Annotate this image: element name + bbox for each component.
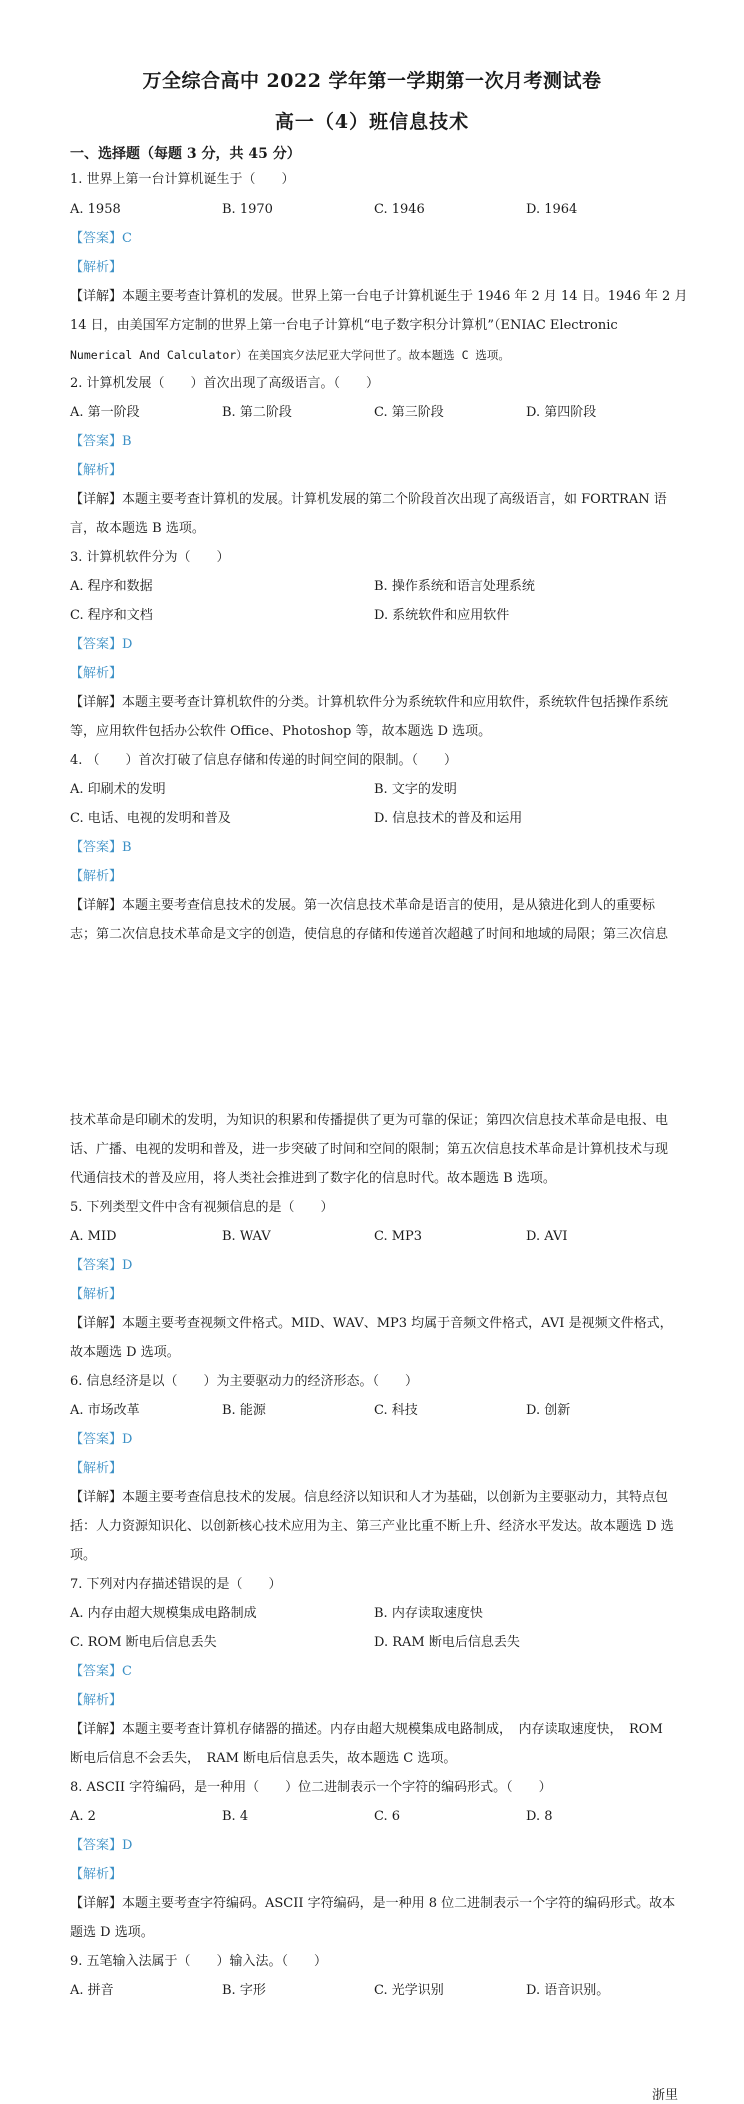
detail-line: 括：人力资源知识化、以创新核心技术应用为主、第三产业比重不断上升、经济水平发达。故本题选 D 选 [70, 1519, 674, 1534]
detail-line: 14 日，由美国军方定制的世界上第一台电子计算机“电子数字积分计算机”（ENIAC Electronic [70, 318, 618, 333]
detail-line: 技术革命是印刷术的发明，为知识的积累和传播提供了更为可靠的保证；第四次信息技术革命是电报、电 [70, 1113, 669, 1128]
option-b: B. WAV [222, 1229, 271, 1244]
option-a: A. 2 [70, 1809, 96, 1824]
detail-line: 【详解】本题主要考查信息技术的发展。信息经济以知识和人才为基础，以创新为主要驱动力，其特点包 [70, 1490, 669, 1505]
detail-line: 【详解】本题主要考查字符编码。ASCII 字符编码，是一种用 8 位二进制表示一个字符的编码形式。故本 [70, 1896, 676, 1911]
answer-label: 【答案】D [70, 1258, 133, 1273]
option-b: B. 操作系统和语言处理系统 [374, 579, 535, 594]
option-d: D. 第四阶段 [526, 405, 597, 420]
option-c: C. 科技 [374, 1403, 418, 1418]
question-stem: 6. 信息经济是以（ ）为主要驱动力的经济形态。（ ） [70, 1374, 419, 1389]
answer-label: 【答案】C [70, 231, 132, 246]
answer-label: 【答案】D [70, 1838, 133, 1853]
detail-line: 等，应用软件包括办公软件 Office、Photoshop 等，故本题选 D 选项。 [70, 724, 492, 739]
option-d: D. 1964 [526, 202, 578, 217]
option-c: C. 光学识别 [374, 1983, 444, 1998]
analysis-label: 【解析】 [70, 1287, 123, 1302]
detail-line: 【详解】本题主要考查视频文件格式。MID、WAV、MP3 均属于音频文件格式，AVI 是视频文件格式， [70, 1316, 673, 1331]
exam-subtitle: 高一（4）班信息技术 [274, 111, 470, 133]
option-a: A. 印刷术的发明 [70, 782, 166, 797]
answer-label: 【答案】C [70, 1664, 132, 1679]
option-b: B. 1970 [222, 202, 273, 217]
option-a: A. 1958 [70, 202, 121, 217]
analysis-label: 【解析】 [70, 463, 123, 478]
option-d: D. 创新 [526, 1403, 571, 1418]
analysis-label: 【解析】 [70, 260, 123, 275]
section-title: 一、选择题（每题 3 分，共 45 分） [70, 146, 301, 162]
answer-label: 【答案】D [70, 1432, 133, 1447]
question-stem: 9. 五笔输入法属于（ ）输入法。（ ） [70, 1954, 328, 1969]
question-stem: 4. （ ）首次打破了信息存储和传递的时间空间的限制。（ ） [70, 753, 458, 768]
detail-line: 【详解】本题主要考查计算机软件的分类。计算机软件分为系统软件和应用软件，系统软件包括操作系统 [70, 695, 669, 710]
answer-label: 【答案】D [70, 637, 133, 652]
option-c: C. 6 [374, 1809, 401, 1824]
option-b: B. 字形 [222, 1983, 266, 1998]
detail-line: 断电后信息不会丢失， RAM 断电后信息丢失，故本题选 C 选项。 [70, 1751, 457, 1766]
exam-title: 万全综合高中 2022 学年第一学期第一次月考测试卷 [142, 70, 602, 92]
question-stem: 2. 计算机发展（ ）首次出现了高级语言。（ ） [70, 376, 380, 391]
question-stem: 3. 计算机软件分为（ ） [70, 550, 230, 565]
detail-line: 【详解】本题主要考查计算机的发展。计算机发展的第二个阶段首次出现了高级语言，如 FORTRAN 语 [70, 492, 667, 507]
question-stem: 8. ASCII 字符编码，是一种用（ ）位二进制表示一个字符的编码形式。（ ） [70, 1780, 552, 1795]
option-d: D. 信息技术的普及和运用 [374, 811, 523, 826]
analysis-label: 【解析】 [70, 1693, 123, 1708]
analysis-label: 【解析】 [70, 1461, 123, 1476]
analysis-label: 【解析】 [70, 1867, 123, 1882]
option-c: C. 程序和文档 [70, 608, 153, 623]
option-a: A. 内存由超大规模集成电路制成 [70, 1606, 257, 1621]
option-b: B. 文字的发明 [374, 782, 457, 797]
option-d: D. 语音识别。 [526, 1983, 610, 1998]
question-stem: 5. 下列类型文件中含有视频信息的是（ ） [70, 1200, 334, 1215]
detail-line: 项。 [70, 1548, 97, 1563]
detail-line: 题选 D 选项。 [70, 1925, 154, 1940]
option-a: A. 拼音 [70, 1983, 114, 1998]
option-b: B. 4 [222, 1809, 249, 1824]
option-d: D. AVI [526, 1229, 568, 1244]
option-d: D. RAM 断电后信息丢失 [374, 1635, 520, 1650]
answer-label: 【答案】B [70, 434, 132, 449]
detail-line: 【详解】本题主要考查信息技术的发展。第一次信息技术革命是语言的使用，是从猿进化到人的重要标 [70, 898, 656, 913]
answer-label: 【答案】B [70, 840, 132, 855]
page-footer: 浙里 [651, 2088, 678, 2103]
option-c: C. 电话、电视的发明和普及 [70, 811, 231, 826]
detail-line: 言，故本题选 B 选项。 [70, 521, 205, 536]
analysis-label: 【解析】 [70, 666, 123, 681]
detail-line: 话、广播、电视的发明和普及，进一步突破了时间和空间的限制；第五次信息技术革命是计算机技术与现 [70, 1142, 669, 1157]
option-c: C. 第三阶段 [374, 405, 444, 420]
option-d: D. 8 [526, 1809, 553, 1824]
detail-line: 【详解】本题主要考查计算机的发展。世界上第一台电子计算机诞生于 1946 年 2 月 14 日。1946 年 2 月 [70, 289, 688, 304]
option-a: A. MID [70, 1229, 117, 1244]
option-d: D. 系统软件和应用软件 [374, 608, 510, 623]
option-c: C. ROM 断电后信息丢失 [70, 1635, 217, 1650]
option-b: B. 能源 [222, 1403, 266, 1418]
detail-line: 【详解】本题主要考查计算机存储器的描述。内存由超大规模集成电路制成， 内存读取速度快， ROM [70, 1722, 663, 1737]
detail-line: 代通信技术的普及应用，将人类社会推进到了数字化的信息时代。故本题选 B 选项。 [70, 1171, 556, 1186]
question-stem: 7. 下列对内存描述错误的是（ ） [70, 1577, 282, 1592]
question-stem: 1. 世界上第一台计算机诞生于（ ） [70, 172, 295, 187]
option-b: B. 内存读取速度快 [374, 1606, 483, 1621]
option-b: B. 第二阶段 [222, 405, 292, 420]
option-c: C. MP3 [374, 1229, 423, 1244]
detail-line: 志；第二次信息技术革命是文字的创造，使信息的存储和传递首次超越了时间和地域的局限；第三次信息 [70, 927, 669, 942]
analysis-label: 【解析】 [70, 869, 123, 884]
detail-line: 故本题选 D 选项。 [70, 1345, 180, 1360]
option-c: C. 1946 [374, 202, 425, 217]
option-a: A. 第一阶段 [70, 405, 140, 420]
option-a: A. 程序和数据 [70, 579, 153, 594]
detail-line: Numerical And Calculator）在美国宾夕法尼亚大学问世了。故本题选 C 选项。 [70, 348, 510, 362]
option-a: A. 市场改革 [70, 1403, 140, 1418]
